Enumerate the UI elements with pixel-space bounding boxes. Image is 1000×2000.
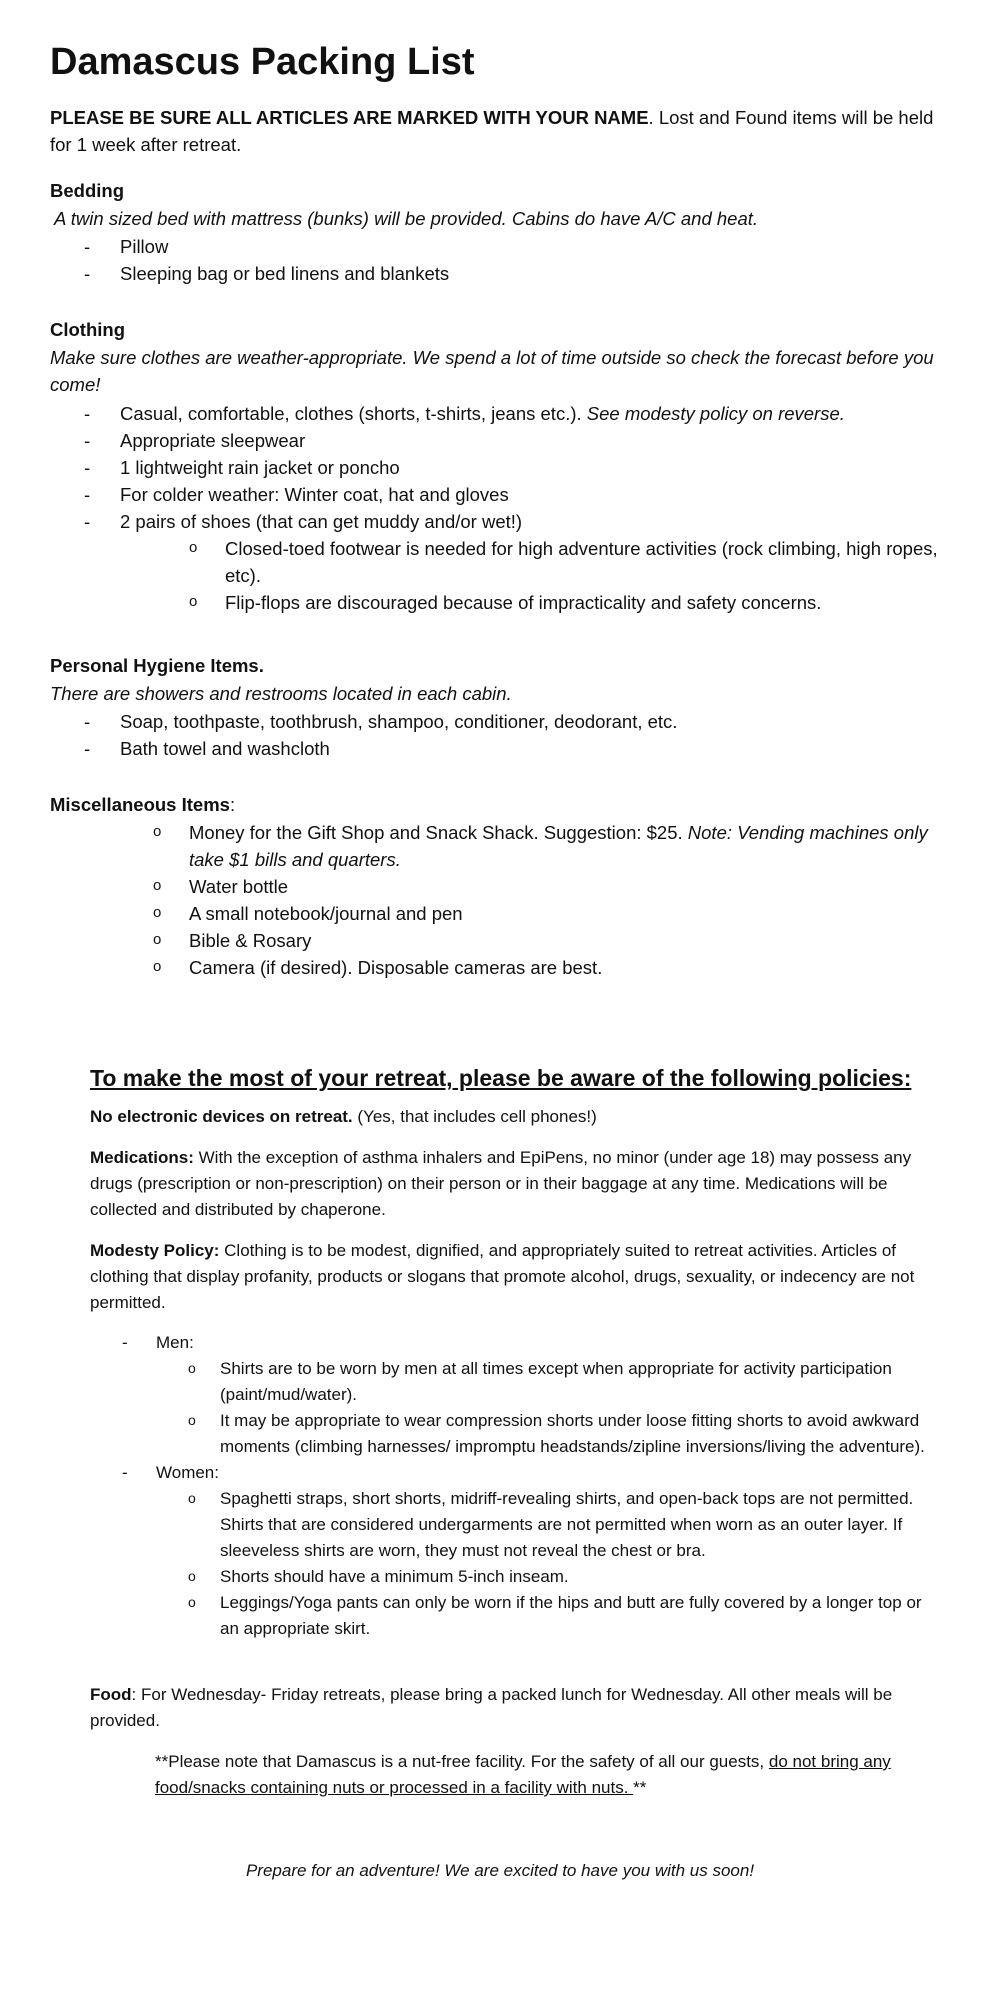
- intro-bold: PLEASE BE SURE ALL ARTICLES ARE MARKED WITH YOUR NAME: [50, 107, 649, 128]
- vending-note: Note: Vending machines only take $1 bills and quarters.: [189, 822, 928, 870]
- modesty-policy: [90, 1238, 950, 1316]
- shoes-sublist: [189, 535, 954, 616]
- list-item: o A small notebook/journal and pen: [153, 900, 958, 927]
- sub-list-item: o Flip-flops are discouraged because of impracticality and safety concerns.: [189, 589, 954, 616]
- misc-list: [153, 819, 958, 981]
- women-sublist: [188, 1486, 932, 1642]
- intro-paragraph: [50, 104, 960, 158]
- electronics-policy: [90, 1104, 950, 1130]
- list-item: - For colder weather: Winter coat, hat and gloves: [84, 481, 954, 508]
- list-item: o Bible & Rosary: [153, 927, 958, 954]
- sub-list-item: o Spaghetti straps, short shorts, midriff-revealing shirts, and open-back tops are not permitted. Shirts that are considered undergarments are not permitted when worn as an outer layer. If sleeveless shirts are worn, they must not reveal the chest or bra.: [188, 1486, 932, 1564]
- nut-suffix: **: [633, 1778, 647, 1797]
- list-item: [84, 508, 954, 616]
- modesty-text: Clothing is to be modest, dignified, and appropriately suited to retreat activities. Articles of clothing that display profanity, products or slogans that promote alcohol, drugs, sexuality, or indecency are not permitted.: [90, 1241, 915, 1312]
- hygiene-list: [84, 708, 954, 762]
- misc-heading-colon: :: [229, 794, 236, 815]
- food-policy: [90, 1682, 950, 1734]
- bedding-heading: Bedding: [50, 180, 124, 201]
- list-item: - 1 lightweight rain jacket or poncho: [84, 454, 954, 481]
- nut-warning: do not bring any food/snacks containing nuts or processed in a facility with nuts.: [155, 1752, 891, 1797]
- women-label: Women:: [156, 1463, 219, 1482]
- sub-list-item: o Leggings/Yoga pants can only be worn if the hips and butt are fully covered by a longer top or an appropriate skirt.: [188, 1590, 932, 1642]
- clothing-heading: Clothing: [50, 319, 126, 340]
- clothing-list: [84, 400, 954, 616]
- list-item: [153, 819, 958, 873]
- sub-list-item: o Shorts should have a minimum 5-inch inseam.: [188, 1564, 932, 1590]
- list-item: [122, 1460, 932, 1642]
- bedding-note: A twin sized bed with mattress (bunks) will be provided. Cabins do have A/C and heat.: [54, 208, 759, 229]
- electronics-text: (Yes, that includes cell phones!): [352, 1107, 597, 1126]
- men-sublist: [188, 1356, 932, 1460]
- modesty-list: [122, 1330, 932, 1642]
- food-bold: Food: [90, 1685, 132, 1704]
- closing-message: Prepare for an adventure! We are excited to have you with us soon!: [245, 1861, 755, 1880]
- food-text: : For Wednesday- Friday retreats, please bring a packed lunch for Wednesday. All other meals will be provided.: [90, 1685, 893, 1730]
- misc-heading: [50, 791, 235, 818]
- bedding-list: [84, 233, 954, 287]
- hygiene-heading: Personal Hygiene Items.: [50, 655, 264, 676]
- medications-bold: Medications:: [90, 1148, 194, 1167]
- list-item: [122, 1330, 932, 1460]
- list-item: - Bath towel and washcloth: [84, 735, 954, 762]
- list-item: - Pillow: [84, 233, 954, 260]
- money-text: Money for the Gift Shop and Snack Shack. Suggestion: $25.: [189, 822, 688, 843]
- list-item: - Soap, toothpaste, toothbrush, shampoo, conditioner, deodorant, etc.: [84, 708, 954, 735]
- misc-heading-text: Miscellaneous Items: [50, 794, 230, 815]
- list-item: o Camera (if desired). Disposable cameras are best.: [153, 954, 958, 981]
- policies-heading: To make the most of your retreat, please be aware of the following policies:: [90, 1065, 912, 1091]
- list-item: [84, 400, 954, 427]
- page-title: Damascus Packing List: [50, 41, 475, 83]
- medications-policy: [90, 1145, 950, 1223]
- sub-list-item: o Shirts are to be worn by men at all times except when appropriate for activity participation (paint/mud/water).: [188, 1356, 932, 1408]
- nut-free-notice: [155, 1749, 945, 1801]
- list-item: - Appropriate sleepwear: [84, 427, 954, 454]
- electronics-bold: No electronic devices on retreat.: [90, 1107, 353, 1126]
- clothing-note: Make sure clothes are weather-appropriate. We spend a lot of time outside so check the forecast before you come!: [50, 347, 934, 395]
- sub-list-item: o It may be appropriate to wear compression shorts under loose fitting shorts to avoid awkward moments (climbing harnesses/ impromptu headstands/zipline inversions/living the adventure).: [188, 1408, 932, 1460]
- list-item: - Sleeping bag or bed linens and blankets: [84, 260, 954, 287]
- sub-list-item: o Closed-toed footwear is needed for high adventure activities (rock climbing, high ropes, etc).: [189, 535, 954, 589]
- modesty-reference: See modesty policy on reverse.: [586, 403, 845, 424]
- men-label: Men:: [156, 1333, 194, 1352]
- hygiene-note: There are showers and restrooms located in each cabin.: [50, 683, 512, 704]
- list-item: o Water bottle: [153, 873, 958, 900]
- medications-text: With the exception of asthma inhalers and EpiPens, no minor (under age 18) may possess any drugs (prescription or non-prescription) on their person or in their baggage at any time. Medications will be collected and distributed by chaperone.: [90, 1148, 912, 1219]
- shoes-item-text: 2 pairs of shoes (that can get muddy and/or wet!): [120, 511, 523, 532]
- modesty-bold: Modesty Policy:: [90, 1241, 220, 1260]
- clothing-item-text: Casual, comfortable, clothes (shorts, t-shirts, jeans etc.).: [120, 403, 587, 424]
- nut-prefix: **Please note that Damascus is a nut-free facility. For the safety of all our guests,: [155, 1752, 769, 1771]
- intro-text: . Lost and Found items will be held for 1 week after retreat.: [50, 107, 934, 155]
